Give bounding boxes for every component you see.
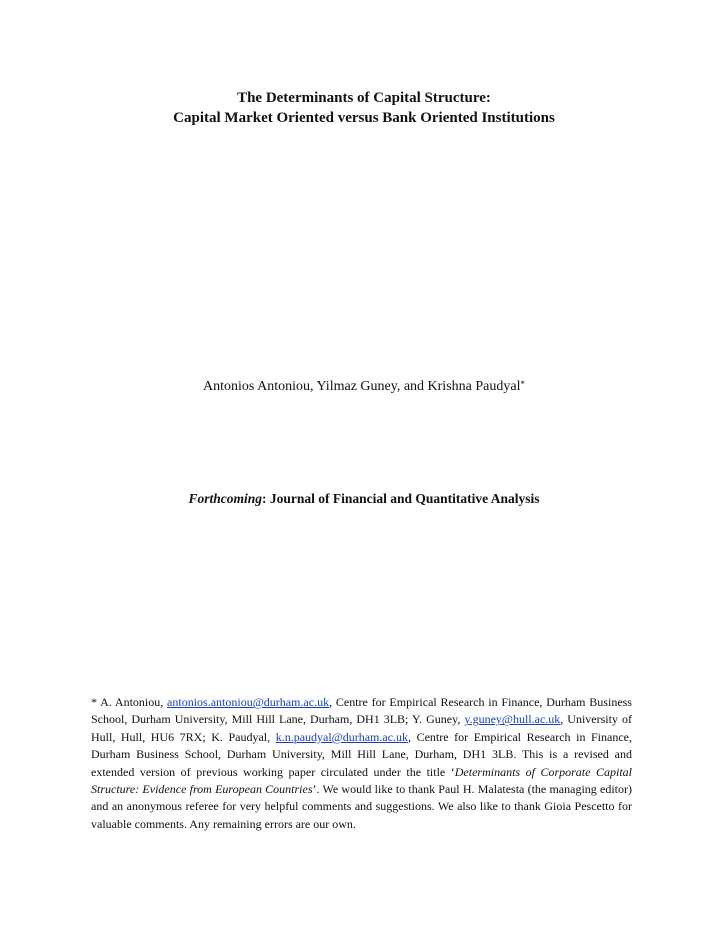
author-list bbox=[0, 378, 728, 396]
title-line-1: The Determinants of Capital Structure: bbox=[237, 90, 491, 106]
author-names: Antonios Antoniou, Yilmaz Guney, and Krishna Paudyal bbox=[203, 379, 521, 394]
footnote-text-2: , Centre for Empirical Research in Finance, Durham Business School, Durham University, Mill Hill Lane, Durham, DH1 3LB; Y. Guney, bbox=[91, 695, 632, 727]
author-footnote-marker: * bbox=[520, 379, 525, 389]
footnote-text-4: , Centre for Empirical Research in Finance, Durham Business School, Durham University, Mill Hill Lane, Durham, DH1 3LB. This is a revised and extended version of previous working paper circulated under the title ‘ bbox=[91, 729, 632, 779]
journal-name: Journal of Financial and Quantitative Analysis bbox=[269, 491, 540, 506]
footnote-text-3: , University of Hull, Hull, HU6 7RX; K. Paudyal, bbox=[91, 712, 632, 744]
paper-title bbox=[0, 88, 728, 128]
publication-note bbox=[0, 490, 728, 508]
email-link-guney[interactable]: y.guney@hull.ac.uk bbox=[464, 712, 561, 727]
footnote-text-1: * A. Antoniou, bbox=[91, 695, 168, 709]
email-link-paudyal[interactable]: k.n.paudyal@durham.ac.uk bbox=[275, 729, 409, 744]
forthcoming-label: Forthcoming bbox=[188, 491, 262, 506]
footnote-text-5: ’. We would like to thank Paul H. Malatesta (the managing editor) and an anonymous referee for very helpful comments and suggestions. We also like to thank Gioia Pescetto for valuable comments. Any remaining errors are our own. bbox=[91, 782, 633, 831]
title-line-2: Capital Market Oriented versus Bank Oriented Institutions bbox=[173, 110, 555, 126]
email-link-antoniou[interactable]: antonios.antoniou@durham.ac.uk bbox=[167, 695, 330, 709]
forthcoming-separator: : bbox=[261, 491, 270, 506]
author-footnote bbox=[91, 694, 632, 833]
working-paper-title: Determinants of Corporate Capital Structure: Evidence from European Countries bbox=[91, 764, 632, 797]
